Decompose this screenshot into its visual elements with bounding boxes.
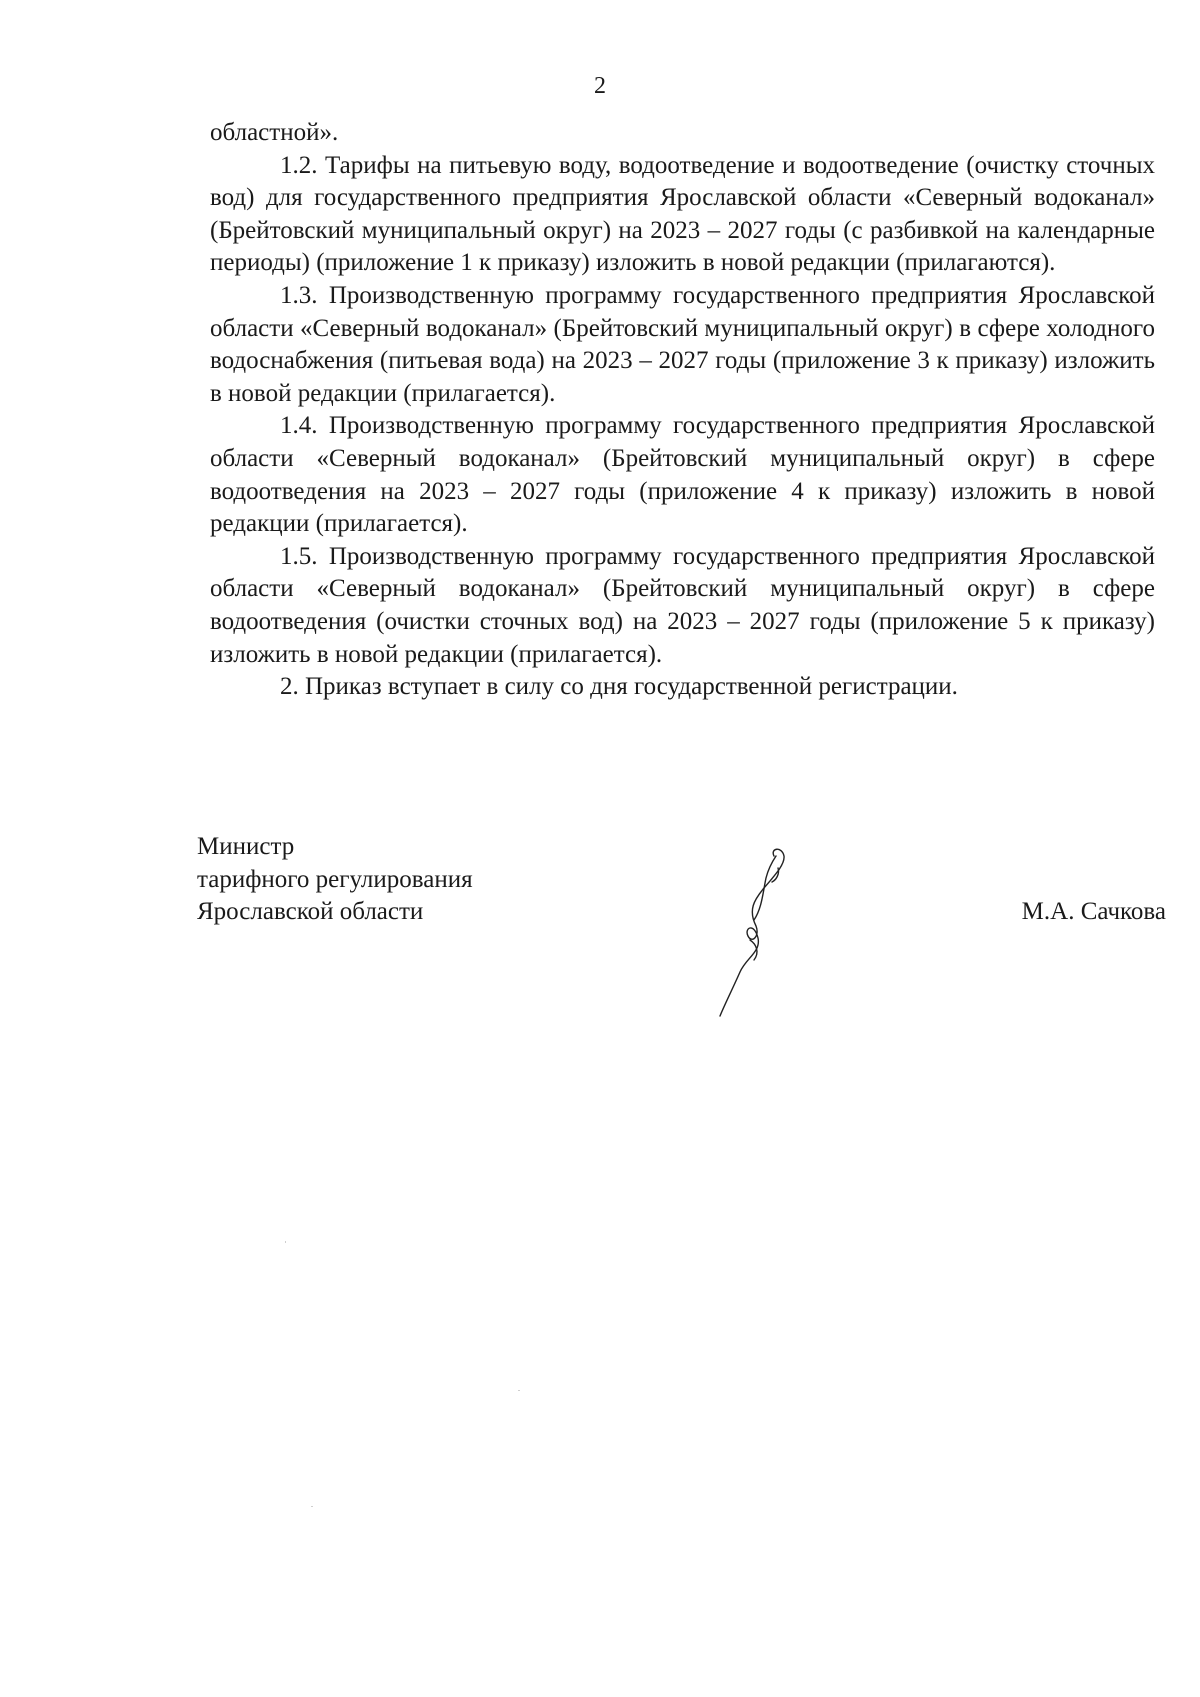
paragraph-1-2-tariffs: 1.2. Тарифы на питьевую воду, водоотведение и водоотведение (очистку сточных вод) для государственного предприятия Ярославской области «Северный водоканал» (Брейтовский муниципальный округ) на 2023 – 2027 годы (с разбивкой на календарные периоды) (приложение 1 к приказу) изложить в новой редакции (прилагаются). [210,151,1155,277]
signatory-position-line: Ярославской области [197,898,424,926]
scan-speck [518,1390,520,1391]
paragraph-continuation: областной». [210,119,339,146]
signatory-position-line: Министр [197,833,295,860]
document-body [210,117,1155,704]
paragraph-1-5-wastewater-program: 1.5. Производственную программу государственного предприятия Ярославской области «Северный водоканал» (Брейтовский муниципальный округ) в сфере водоотведения (очистки сточных вод) на 2023 – 2027 годы (приложение 5 к приказу) изложить в новой редакции (прилагается). [210,542,1155,668]
signatory-position [197,831,473,929]
handwritten-signature [718,848,818,1018]
scan-speck [311,1506,313,1507]
signatory-position-line: тарифного регулирования [197,865,473,893]
paragraph-1-4-drainage-program: 1.4. Производственную программу государственного предприятия Ярославской области «Северный водоканал» (Брейтовский муниципальный округ) в сфере водоотведения на 2023 – 2027 годы (приложение 4 к приказу) изложить в новой редакции (прилагается). [210,412,1155,538]
paragraph-1-3-water-supply-program: 1.3. Производственную программу государственного предприятия Ярославской области «Северный водоканал» (Брейтовский муниципальный округ) в сфере холодного водоснабжения (питьевая вода) на 2023 – 2027 годы (приложение 3 к приказу) изложить в новой редакции (прилагается). [210,281,1155,407]
signatory-name: М.А. Сачкова [1021,898,1166,925]
page-number: 2 [594,73,606,99]
scan-speck [285,1241,286,1243]
paragraph-2-effective-date: 2. Приказ вступает в силу со дня государственной регистрации. [280,673,958,701]
